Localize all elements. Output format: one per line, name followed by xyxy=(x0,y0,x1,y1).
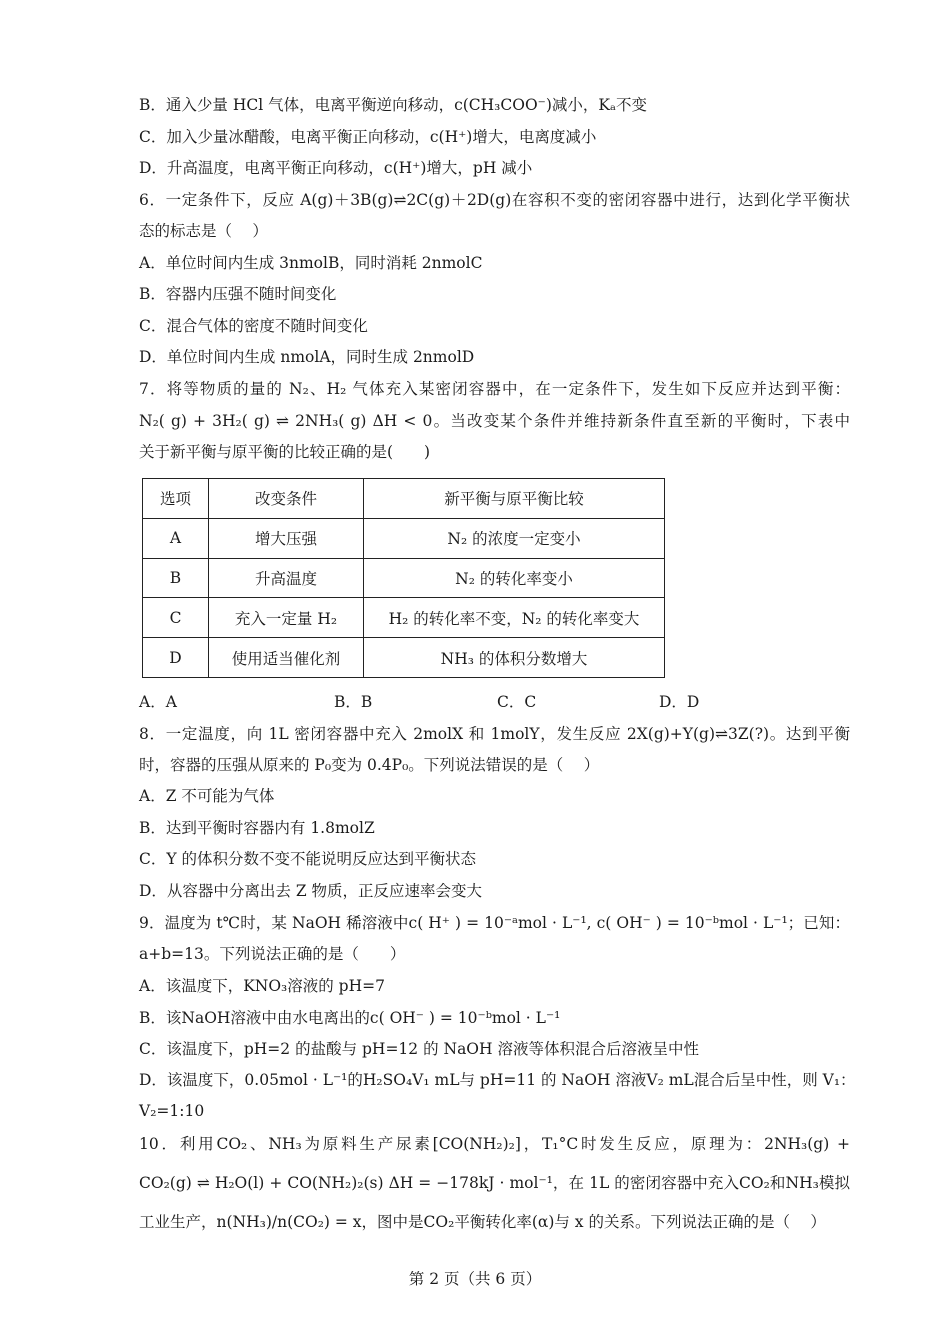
question-6-stem: 6．一定条件下，反应 A(g)＋3B(g)⇌2C(g)＋2D(g)在容积不变的密闭容器中进行，达到化学平衡状 xyxy=(139,191,850,209)
question-8-option-a: A．Z 不可能为气体 xyxy=(139,787,275,805)
choice-b: B．B xyxy=(334,693,373,711)
question-9-option-d: D．该温度下，0.05mol · L⁻¹的H₂SO₄V₁ mL与 pH=11 的 NaOH 溶液V₂ mL混合后呈中性，则 V₁： xyxy=(139,1071,856,1089)
question-10-reaction: CO₂(g) ⇌ H₂O(l) + CO(NH₂)₂(s) ΔH = −178kJ · mol⁻¹，在 1L 的密闭容器中充入CO₂和NH₃模拟 xyxy=(139,1174,850,1192)
question-7-stem-cont: 关于新平衡与原平衡的比较正确的是( ) xyxy=(139,443,431,461)
question-6-option-d: D．单位时间内生成 nmolA，同时生成 2nmolD xyxy=(139,348,475,366)
table-row xyxy=(143,598,665,638)
question-6-option-a: A．单位时间内生成 3nmolB，同时消耗 2nmolC xyxy=(139,254,483,272)
choice-a: A．A xyxy=(139,693,177,711)
table-cell: C xyxy=(143,598,209,638)
question-8-option-d: D．从容器中分离出去 Z 物质，正反应速率会变大 xyxy=(139,882,483,900)
table-cell: A xyxy=(143,518,209,558)
question-5-option-c: C．加入少量冰醋酸，电离平衡正向移动，c(H⁺)增大，电离度减小 xyxy=(139,128,597,146)
question-8-option-b: B．达到平衡时容器内有 1.8molZ xyxy=(139,819,375,837)
question-5-option-b: B．通入少量 HCl 气体，电离平衡逆向移动，c(CH₃COO⁻)减小，Kₐ不变 xyxy=(139,96,647,114)
question-9-stem: 9．温度为 t℃时，某 NaOH 稀溶液中c( H⁺ ) = 10⁻ᵃmol · L⁻¹, c( OH⁻ ) = 10⁻ᵇmol · L⁻¹；已知： xyxy=(139,914,850,932)
table-row xyxy=(143,638,665,678)
table-cell: B xyxy=(143,558,209,598)
question-7-table xyxy=(142,478,665,678)
question-7-stem: 7．将等物质的量的 N₂、H₂ 气体充入某密闭容器中，在一定条件下，发生如下反应并达到平衡： xyxy=(139,380,850,398)
question-6-stem-cont: 态的标志是（ ） xyxy=(139,222,268,240)
question-9-option-b: B．该NaOH溶液中由水电离出的c( OH⁻ ) = 10⁻ᵇmol · L⁻¹ xyxy=(139,1009,561,1027)
table-header-row xyxy=(143,479,665,519)
question-9-stem-cont: a+b=13。下列说法正确的是（ ） xyxy=(139,945,406,963)
table-row xyxy=(143,518,665,558)
question-6-option-c: C．混合气体的密度不随时间变化 xyxy=(139,317,368,335)
question-8-option-c: C．Y 的体积分数不变不能说明反应达到平衡状态 xyxy=(139,850,477,868)
question-6-option-b: B．容器内压强不随时间变化 xyxy=(139,285,337,303)
choice-c: C．C xyxy=(497,693,537,711)
table-cell: 充入一定量 H₂ xyxy=(209,598,364,638)
question-10-stem-cont: 工业生产，n(NH₃)/n(CO₂) = x，图中是CO₂平衡转化率(α)与 x 的关系。下列说法正确的是（ ） xyxy=(139,1213,826,1231)
question-9-option-a: A．该温度下，KNO₃溶液的 pH=7 xyxy=(139,977,385,995)
table-header: 选项 xyxy=(143,479,209,519)
choice-d: D．D xyxy=(659,693,700,711)
question-9-option-c: C．该温度下，pH=2 的盐酸与 pH=12 的 NaOH 溶液等体积混合后溶液呈中性 xyxy=(139,1040,699,1058)
table-cell: N₂ 的浓度一定变小 xyxy=(364,518,665,558)
table-header: 新平衡与原平衡比较 xyxy=(364,479,665,519)
page-footer: 第 2 页（共 6 页） xyxy=(408,1270,542,1288)
table-row xyxy=(143,558,665,598)
question-8-stem: 8．一定温度，向 1L 密闭容器中充入 2molX 和 1molY，发生反应 2X(g)+Y(g)⇌3Z(?)。达到平衡 xyxy=(139,725,850,743)
question-5-option-d: D．升高温度，电离平衡正向移动，c(H⁺)增大，pH 减小 xyxy=(139,159,533,177)
table-cell: NH₃ 的体积分数增大 xyxy=(364,638,665,678)
question-7-reaction: N₂( g) + 3H₂( g) ⇌ 2NH₃( g) ΔH < 0。当改变某个条件并维持新条件直至新的平衡时，下表中 xyxy=(139,412,850,430)
table-cell: H₂ 的转化率不变，N₂ 的转化率变大 xyxy=(364,598,665,638)
question-9-option-d-cont: V₂=1:10 xyxy=(139,1102,205,1120)
table-cell: 增大压强 xyxy=(209,518,364,558)
table-cell: D xyxy=(143,638,209,678)
question-8-stem-cont: 时，容器的压强从原来的 P₀变为 0.4P₀。下列说法错误的是（ ） xyxy=(139,756,600,774)
table-header: 改变条件 xyxy=(209,479,364,519)
table-cell: N₂ 的转化率变小 xyxy=(364,558,665,598)
table-cell: 升高温度 xyxy=(209,558,364,598)
table-cell: 使用适当催化剂 xyxy=(209,638,364,678)
question-10-stem: 10．利用CO₂、NH₃为原料生产尿素[CO(NH₂)₂]，T₁°C时发生反应，原理为：2NH₃(g) + xyxy=(139,1135,850,1153)
